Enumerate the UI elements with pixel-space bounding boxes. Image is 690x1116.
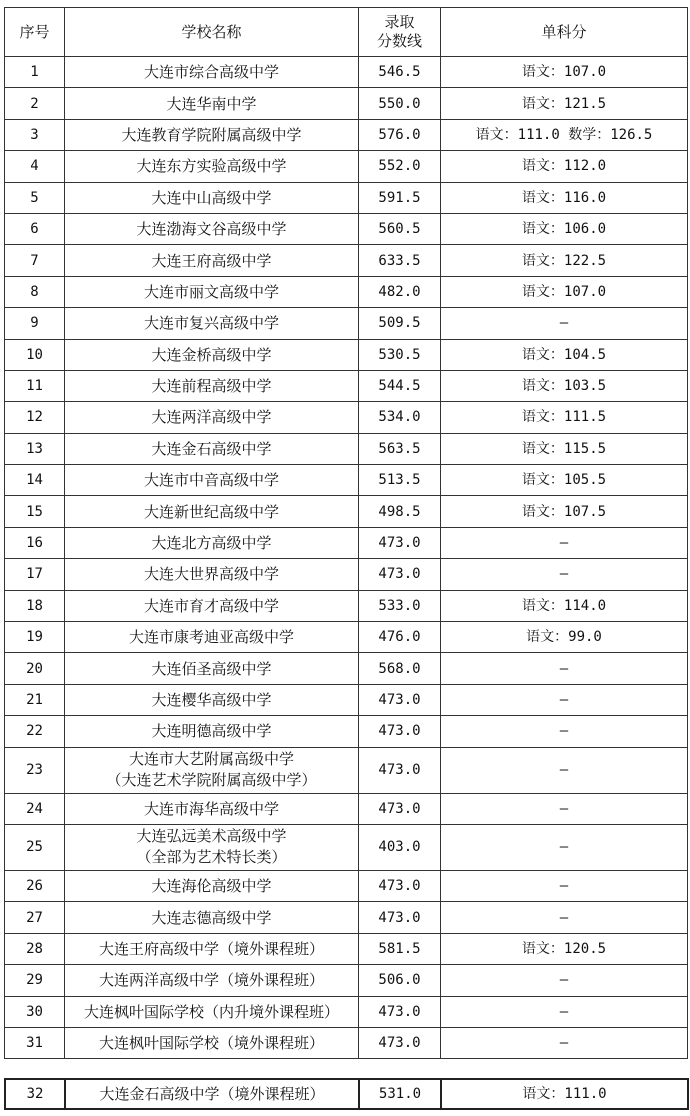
table-row (5, 88, 688, 119)
row-score: 473.0 (359, 793, 441, 824)
row-subject-score: 语文：107.5 (441, 496, 688, 527)
table-row (5, 996, 688, 1027)
row-score: 552.0 (359, 151, 441, 182)
table-row (5, 933, 688, 964)
row-score: 506.0 (359, 965, 441, 996)
table-row (5, 622, 688, 653)
row-subject-score: 语文：107.0 (441, 276, 688, 307)
row-school-name: 大连市康考迪亚高级中学 (65, 622, 359, 653)
row-school-name: 大连金桥高级中学 (65, 339, 359, 370)
row-index: 1 (5, 57, 65, 88)
row-index: 32 (5, 1079, 65, 1109)
table-row (5, 747, 688, 793)
row-index: 8 (5, 276, 65, 307)
row-index: 6 (5, 213, 65, 244)
table-row (5, 965, 688, 996)
row-school-name: 大连市中音高级中学 (65, 465, 359, 496)
table-row (5, 527, 688, 558)
table-row (5, 590, 688, 621)
row-school-name: 大连枫叶国际学校（内升境外课程班） (65, 996, 359, 1027)
row-school-name: 大连新世纪高级中学 (65, 496, 359, 527)
table-body (5, 57, 688, 1059)
row-score: 473.0 (359, 747, 441, 793)
row-subject-score: — (441, 559, 688, 590)
row-score: 473.0 (359, 1027, 441, 1058)
row-school-name: 大连市丽文高级中学 (65, 276, 359, 307)
row-index: 18 (5, 590, 65, 621)
row-index: 29 (5, 965, 65, 996)
row-score: 473.0 (359, 716, 441, 747)
row-index: 27 (5, 902, 65, 933)
row-subject-score: — (441, 996, 688, 1027)
row-school-name: 大连樱华高级中学 (65, 684, 359, 715)
row-index: 13 (5, 433, 65, 464)
row-subject-score: 语文：106.0 (441, 213, 688, 244)
table-row (5, 151, 688, 182)
row-index: 22 (5, 716, 65, 747)
row-school-name: 大连金石高级中学 (65, 433, 359, 464)
row-school-name: 大连华南中学 (65, 88, 359, 119)
row-subject-score: — (441, 902, 688, 933)
header-index: 序号 (5, 8, 65, 57)
row-school-name: 大连枫叶国际学校（境外课程班） (65, 1027, 359, 1058)
table-row (5, 902, 688, 933)
header-admission-score: 录取 分数线 (359, 8, 441, 57)
row-school-name: 大连前程高级中学 (65, 370, 359, 401)
admission-score-table (4, 7, 688, 1059)
table-row (5, 653, 688, 684)
row-subject-score: — (441, 716, 688, 747)
table-row (5, 119, 688, 150)
row-subject-score: 语文：103.5 (441, 370, 688, 401)
row-school-name: 大连市综合高级中学 (65, 57, 359, 88)
row-school-name: 大连渤海文谷高级中学 (65, 213, 359, 244)
row-subject-score: 语文：99.0 (441, 622, 688, 653)
header-single-subject: 单科分 (441, 8, 688, 57)
row-index: 23 (5, 747, 65, 793)
table-row (5, 245, 688, 276)
row-index: 26 (5, 870, 65, 901)
table-row (5, 824, 688, 870)
row-score: 498.5 (359, 496, 441, 527)
row-school-name: 大连北方高级中学 (65, 527, 359, 558)
row-school-name: 大连王府高级中学 (65, 245, 359, 276)
row-score: 473.0 (359, 902, 441, 933)
row-score: 513.5 (359, 465, 441, 496)
table-row (5, 559, 688, 590)
row-subject-score: 语文：111.5 (441, 402, 688, 433)
row-school-name: 大连大世界高级中学 (65, 559, 359, 590)
row-index: 28 (5, 933, 65, 964)
row-index: 25 (5, 824, 65, 870)
row-index: 9 (5, 308, 65, 339)
row-score: 544.5 (359, 370, 441, 401)
row-index: 10 (5, 339, 65, 370)
row-score: 560.5 (359, 213, 441, 244)
row-school-name: 大连海伦高级中学 (65, 870, 359, 901)
row-score: 473.0 (359, 559, 441, 590)
row-subject-score: — (441, 747, 688, 793)
row-score: 473.0 (359, 870, 441, 901)
table-row (5, 716, 688, 747)
row-subject-score: 语文：114.0 (441, 590, 688, 621)
row-subject-score: 语文：121.5 (441, 88, 688, 119)
row-school-name: 大连市复兴高级中学 (65, 308, 359, 339)
row-subject-score: 语文：120.5 (441, 933, 688, 964)
row-index: 31 (5, 1027, 65, 1058)
table-row (5, 213, 688, 244)
row-score: 568.0 (359, 653, 441, 684)
row-subject-score: 语文：115.5 (441, 433, 688, 464)
table-row (5, 308, 688, 339)
row-score: 563.5 (359, 433, 441, 464)
table-row (5, 402, 688, 433)
row-subject-score: 语文：111.0 数学：126.5 (441, 119, 688, 150)
row-school-name: 大连教育学院附属高级中学 (65, 119, 359, 150)
table-row (5, 684, 688, 715)
table-row (5, 465, 688, 496)
row-school-name: 大连东方实验高级中学 (65, 151, 359, 182)
row-subject-score: — (441, 870, 688, 901)
row-subject-score: — (441, 793, 688, 824)
row-score: 550.0 (359, 88, 441, 119)
row-subject-score: 语文：104.5 (441, 339, 688, 370)
row-index: 15 (5, 496, 65, 527)
row-school-name: 大连王府高级中学（境外课程班） (65, 933, 359, 964)
row-index: 4 (5, 151, 65, 182)
row-school-name: 大连市海华高级中学 (65, 793, 359, 824)
row-subject-score: 语文：105.5 (441, 465, 688, 496)
row-school-name: 大连市大艺附属高级中学 （大连艺术学院附属高级中学） (65, 747, 359, 793)
row-school-name: 大连中山高级中学 (65, 182, 359, 213)
row-index: 7 (5, 245, 65, 276)
row-score: 530.5 (359, 339, 441, 370)
table-row (5, 276, 688, 307)
header-school-name: 学校名称 (65, 8, 359, 57)
row-index: 21 (5, 684, 65, 715)
row-subject-score: — (441, 1027, 688, 1058)
extra-row-table (4, 1078, 689, 1110)
table-row (5, 182, 688, 213)
row-subject-score: — (441, 308, 688, 339)
row-school-name: 大连志德高级中学 (65, 902, 359, 933)
row-school-name: 大连佰圣高级中学 (65, 653, 359, 684)
row-index: 2 (5, 88, 65, 119)
row-school-name: 大连弘远美术高级中学 （全部为艺术特长类） (65, 824, 359, 870)
row-score: 546.5 (359, 57, 441, 88)
row-score: 482.0 (359, 276, 441, 307)
row-score: 509.5 (359, 308, 441, 339)
row-school-name: 大连金石高级中学（境外课程班） (65, 1079, 359, 1109)
row-index: 19 (5, 622, 65, 653)
row-school-name: 大连两洋高级中学（境外课程班） (65, 965, 359, 996)
row-score: 534.0 (359, 402, 441, 433)
table-row (5, 57, 688, 88)
table-row (5, 433, 688, 464)
row-index: 5 (5, 182, 65, 213)
row-index: 12 (5, 402, 65, 433)
table-row (5, 1079, 688, 1109)
row-index: 3 (5, 119, 65, 150)
row-score: 473.0 (359, 996, 441, 1027)
row-subject-score: 语文：111.0 (441, 1079, 688, 1109)
row-subject-score: — (441, 527, 688, 558)
row-score: 473.0 (359, 684, 441, 715)
row-score: 576.0 (359, 119, 441, 150)
table-row (5, 496, 688, 527)
row-index: 16 (5, 527, 65, 558)
row-score: 476.0 (359, 622, 441, 653)
row-subject-score: — (441, 684, 688, 715)
table-row (5, 793, 688, 824)
row-subject-score: — (441, 653, 688, 684)
row-score: 473.0 (359, 527, 441, 558)
row-index: 30 (5, 996, 65, 1027)
table-row (5, 870, 688, 901)
row-score: 581.5 (359, 933, 441, 964)
row-index: 24 (5, 793, 65, 824)
row-score: 591.5 (359, 182, 441, 213)
row-index: 20 (5, 653, 65, 684)
row-index: 11 (5, 370, 65, 401)
row-subject-score: 语文：122.5 (441, 245, 688, 276)
table-header-row (5, 8, 688, 57)
row-school-name: 大连市育才高级中学 (65, 590, 359, 621)
row-index: 17 (5, 559, 65, 590)
row-subject-score: — (441, 824, 688, 870)
row-score: 403.0 (359, 824, 441, 870)
table-row (5, 1027, 688, 1058)
row-subject-score: — (441, 965, 688, 996)
row-score: 533.0 (359, 590, 441, 621)
row-subject-score: 语文：107.0 (441, 57, 688, 88)
row-school-name: 大连明德高级中学 (65, 716, 359, 747)
row-index: 14 (5, 465, 65, 496)
row-score: 633.5 (359, 245, 441, 276)
row-subject-score: 语文：116.0 (441, 182, 688, 213)
row-school-name: 大连两洋高级中学 (65, 402, 359, 433)
table-row (5, 339, 688, 370)
table-row (5, 370, 688, 401)
row-subject-score: 语文：112.0 (441, 151, 688, 182)
row-score: 531.0 (359, 1079, 441, 1109)
